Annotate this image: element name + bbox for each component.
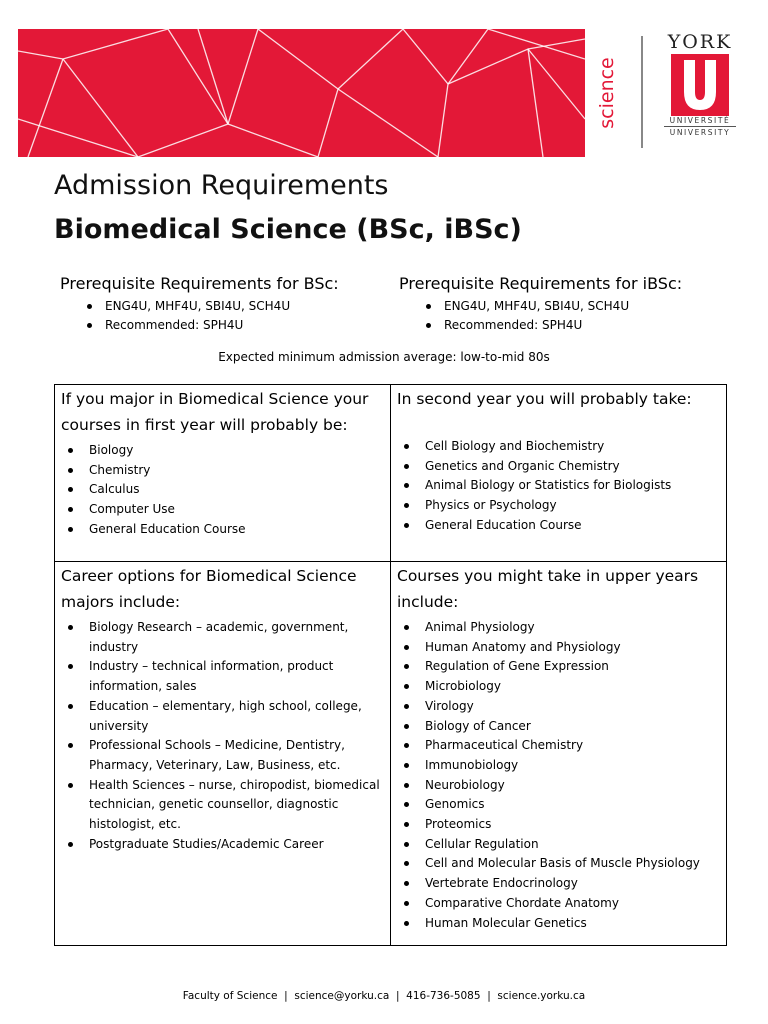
program-title: Biomedical Science (BSc, iBSc) — [54, 214, 522, 245]
list-item: Biology of Cancer — [425, 717, 723, 737]
list-item: Immunobiology — [425, 756, 723, 776]
list-item: Cell Biology and Biochemistry — [425, 437, 723, 457]
first-year-heading: If you major in Biomedical Science your courses in first year will probably be: — [61, 390, 369, 434]
careers-cell — [61, 563, 387, 854]
logo-rule — [664, 126, 736, 127]
list-item: Cellular Regulation — [425, 835, 723, 855]
list-item: Biology Research – academic, government, industry — [89, 618, 387, 657]
header-banner — [18, 29, 585, 157]
list-item: Education – elementary, high school, college, university — [89, 697, 387, 736]
york-u-icon — [671, 54, 729, 116]
table-divider — [390, 385, 391, 945]
list-item: Microbiology — [425, 677, 723, 697]
careers-heading: Career options for Biomedical Science majors include: — [61, 567, 357, 611]
list-item: Virology — [425, 697, 723, 717]
logo-subtitle-en: UNIVERSITY — [669, 128, 731, 137]
list-item: Calculus — [89, 480, 387, 500]
list-item: Biology — [89, 441, 387, 461]
logo-divider — [641, 36, 643, 148]
second-year-cell — [397, 386, 723, 536]
second-year-list — [397, 437, 723, 536]
list-item: Recommended: SPH4U — [444, 316, 729, 335]
list-item: Postgraduate Studies/Academic Career — [89, 835, 387, 855]
prereq-bsc-heading: Prerequisite Requirements for BSc: — [60, 274, 339, 293]
list-item: General Education Course — [89, 520, 387, 540]
list-item: Recommended: SPH4U — [105, 316, 390, 335]
logo-subtitle-fr: UNIVERSITÉ — [669, 116, 731, 125]
list-item: Neurobiology — [425, 776, 723, 796]
first-year-list — [61, 441, 387, 540]
prereq-bsc — [60, 274, 390, 335]
page-title: Admission Requirements — [54, 170, 389, 201]
list-item: Regulation of Gene Expression — [425, 657, 723, 677]
science-word: science — [596, 57, 618, 129]
upper-years-list — [397, 618, 723, 933]
list-item: ENG4U, MHF4U, SBI4U, SCH4U — [105, 297, 390, 316]
upper-years-cell — [397, 563, 723, 933]
list-item: Health Sciences – nurse, chiropodist, biomedical technician, genetic counsellor, diagnostic histologist, etc. — [89, 776, 387, 835]
footer-contact: Faculty of Science | science@yorku.ca | 416-736-5085 | science.yorku.ca — [182, 990, 586, 1002]
table-divider — [55, 561, 726, 562]
list-item: Industry – technical information, product information, sales — [89, 657, 387, 696]
list-item: Cell and Molecular Basis of Muscle Physiology — [425, 854, 723, 874]
upper-years-heading: Courses you might take in upper years include: — [397, 567, 699, 611]
prereq-bsc-list — [60, 297, 390, 335]
list-item: Proteomics — [425, 815, 723, 835]
list-item: Animal Physiology — [425, 618, 723, 638]
prereq-ibsc-heading: Prerequisite Requirements for iBSc: — [399, 274, 683, 293]
list-item: Genomics — [425, 795, 723, 815]
geometric-pattern — [18, 29, 585, 157]
first-year-cell — [61, 386, 387, 540]
expected-average: Expected minimum admission average: low-to-mid 80s — [218, 350, 550, 364]
careers-list — [61, 618, 387, 854]
list-item: ENG4U, MHF4U, SBI4U, SCH4U — [444, 297, 729, 316]
list-item: Chemistry — [89, 461, 387, 481]
list-item: Physics or Psychology — [425, 496, 723, 516]
list-item: Comparative Chordate Anatomy — [425, 894, 723, 914]
list-item: Computer Use — [89, 500, 387, 520]
science-wordmark — [586, 29, 628, 157]
list-item: Human Anatomy and Physiology — [425, 638, 723, 658]
second-year-heading: In second year you will probably take: — [397, 390, 692, 408]
york-university-logo — [660, 32, 740, 150]
list-item: Genetics and Organic Chemistry — [425, 457, 723, 477]
list-item: Vertebrate Endocrinology — [425, 874, 723, 894]
list-item: Human Molecular Genetics — [425, 914, 723, 934]
list-item: Pharmaceutical Chemistry — [425, 736, 723, 756]
list-item: General Education Course — [425, 516, 723, 536]
prereq-ibsc-list — [399, 297, 729, 335]
logo-name: YORK — [667, 31, 733, 53]
list-item: Animal Biology or Statistics for Biologists — [425, 476, 723, 496]
info-table — [54, 384, 727, 946]
list-item: Professional Schools – Medicine, Dentistry, Pharmacy, Veterinary, Law, Business, etc. — [89, 736, 387, 775]
prereq-ibsc — [399, 274, 729, 335]
